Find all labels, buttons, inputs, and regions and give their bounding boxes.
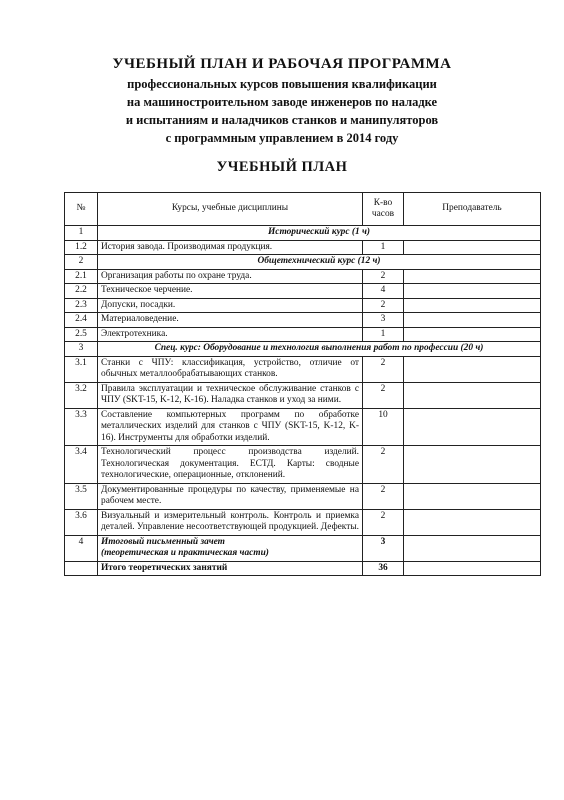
subtitle-line: с программным управлением в 2014 году	[165, 131, 399, 145]
row-number: 3.2	[65, 382, 98, 408]
row-teacher	[404, 446, 541, 484]
row-hours: 2	[363, 298, 404, 313]
total-hours: 36	[363, 561, 404, 576]
row-number: 2	[65, 255, 98, 270]
exam-name-cell	[98, 535, 363, 561]
row-teacher	[404, 408, 541, 446]
row-teacher	[404, 509, 541, 535]
table-row	[65, 535, 541, 561]
table-row	[65, 327, 541, 342]
header-hours: К-во часов	[363, 193, 404, 226]
subtitle-line: на машиностроительном заводе инженеров по наладке	[126, 95, 438, 109]
row-hours: 1	[363, 240, 404, 255]
row-teacher	[404, 483, 541, 509]
table-row	[65, 342, 541, 357]
table-row	[65, 446, 541, 484]
table-row	[65, 509, 541, 535]
table-body	[65, 226, 541, 576]
row-number: 2.1	[65, 269, 98, 284]
row-number: 2.3	[65, 298, 98, 313]
document-title: УЧЕБНЫЙ ПЛАН И РАБОЧАЯ ПРОГРАММА	[112, 56, 452, 72]
table-row	[65, 240, 541, 255]
row-name: Материаловедение.	[98, 313, 363, 328]
row-teacher	[404, 313, 541, 328]
table-row	[65, 226, 541, 241]
row-teacher	[404, 327, 541, 342]
row-number	[65, 561, 98, 576]
total-label: Итого теоретических занятий	[98, 561, 363, 576]
row-hours: 2	[363, 269, 404, 284]
table-row	[65, 298, 541, 313]
row-name: Техническое черчение.	[98, 284, 363, 299]
row-teacher	[404, 535, 541, 561]
row-number: 3	[65, 342, 98, 357]
row-number: 3.5	[65, 483, 98, 509]
row-name: Допуски, посадки.	[98, 298, 363, 313]
row-hours: 2	[363, 446, 404, 484]
row-number: 2.4	[65, 313, 98, 328]
row-teacher	[404, 240, 541, 255]
section-heading: Исторический курс (1 ч)	[98, 226, 541, 241]
curriculum-table	[64, 192, 541, 576]
row-name: Документированные процедуры по качеству, применяемые на рабочем месте.	[98, 483, 363, 509]
row-number: 3.1	[65, 356, 98, 382]
section-heading: Спец. курс: Оборудование и технология выполнения работ по профессии (20 ч)	[98, 342, 541, 357]
row-teacher	[404, 284, 541, 299]
table-row	[65, 483, 541, 509]
row-name: Станки с ЧПУ: классификация, устройство, отличие от обычных металлообрабатывающих станков.	[98, 356, 363, 382]
section-heading: Общетехнический курс (12 ч)	[98, 255, 541, 270]
row-hours: 3	[363, 535, 404, 561]
row-teacher	[404, 298, 541, 313]
row-hours: 4	[363, 284, 404, 299]
document-subtitle	[0, 75, 564, 147]
section-title: УЧЕБНЫЙ ПЛАН	[216, 159, 348, 175]
header-teacher: Преподаватель	[404, 193, 541, 226]
row-name: История завода. Производимая продукция.	[98, 240, 363, 255]
row-hours: 3	[363, 313, 404, 328]
row-hours: 2	[363, 483, 404, 509]
row-hours: 1	[363, 327, 404, 342]
row-number: 3.4	[65, 446, 98, 484]
table-row	[65, 382, 541, 408]
header-name: Курсы, учебные дисциплины	[98, 193, 363, 226]
row-hours: 2	[363, 509, 404, 535]
table-row	[65, 284, 541, 299]
row-teacher	[404, 269, 541, 284]
row-number: 1	[65, 226, 98, 241]
table-row	[65, 561, 541, 576]
exam-name: Итоговый письменный зачет	[101, 536, 225, 547]
table-row	[65, 408, 541, 446]
row-number: 3.6	[65, 509, 98, 535]
row-name: Правила эксплуатации и техническое обслуживание станков с ЧПУ (SKT-15, K-12, K-16). Наладка станков и уход за ними.	[98, 382, 363, 408]
row-teacher	[404, 561, 541, 576]
table-row	[65, 255, 541, 270]
row-teacher	[404, 356, 541, 382]
table-header-row	[65, 193, 541, 226]
row-hours: 2	[363, 356, 404, 382]
row-teacher	[404, 382, 541, 408]
row-number: 3.3	[65, 408, 98, 446]
table-row	[65, 356, 541, 382]
subtitle-line: профессиональных курсов повышения квалификации	[127, 77, 437, 91]
row-name: Визуальный и измерительный контроль. Контроль и приемка деталей. Управление несоответствующей продукцией. Дефекты.	[98, 509, 363, 535]
row-hours: 2	[363, 382, 404, 408]
row-number: 4	[65, 535, 98, 561]
row-name: Технологический процесс производства изделий. Технологическая документация. ЕСТД. Карты: сводные технологические, операционные, отклонений.	[98, 446, 363, 484]
row-number: 2.2	[65, 284, 98, 299]
table-row	[65, 313, 541, 328]
row-number: 1.2	[65, 240, 98, 255]
row-name: Электротехника.	[98, 327, 363, 342]
subtitle-line: и испытаниям и наладчиков станков и манипуляторов	[125, 113, 439, 127]
row-name: Организация работы по охране труда.	[98, 269, 363, 284]
row-number: 2.5	[65, 327, 98, 342]
exam-note: (теоретическая и практическая части)	[101, 548, 269, 558]
row-hours: 10	[363, 408, 404, 446]
row-name: Составление компьютерных программ по обработке металлических изделий для станков с ЧПУ (SKT-15, K-12, K-16). Инструменты для обработки изделий.	[98, 408, 363, 446]
table-row	[65, 269, 541, 284]
header-no: №	[65, 193, 98, 226]
